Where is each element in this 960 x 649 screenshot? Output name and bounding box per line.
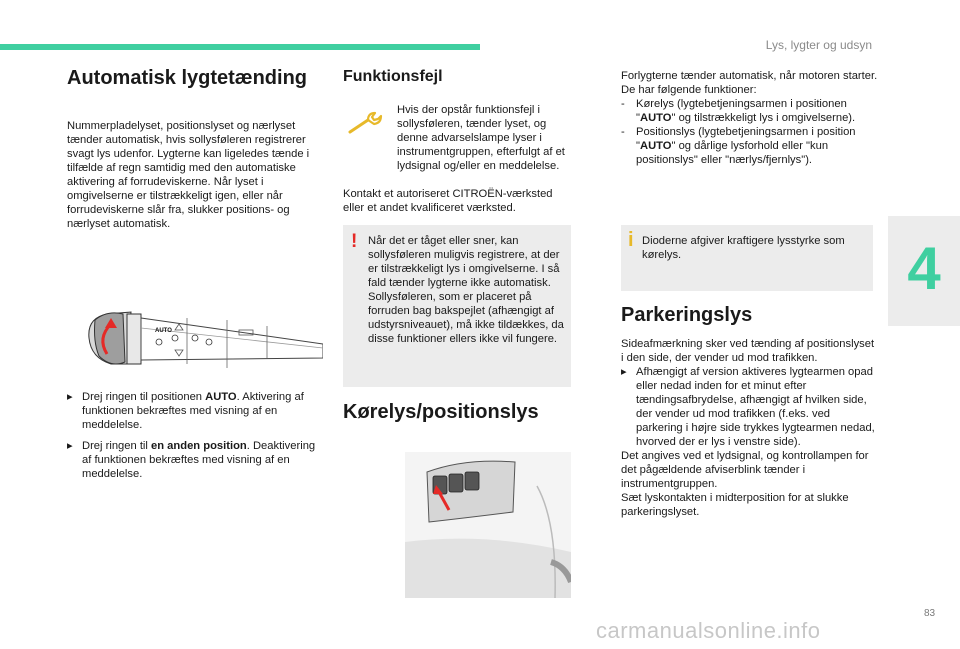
chapter-number: 4 — [907, 235, 941, 302]
daytime-lights-figure — [405, 452, 571, 598]
fault-text: Hvis der opstår funktionsfejl i sollysføleren, tænder lyset, og denne advarselslampe lyser i instrumentgruppen, efterfulgt af et lydsignal og/eller en meddelelse. — [397, 104, 565, 172]
fault-title: Funktionsfejl — [343, 68, 443, 85]
warning-exclamation-icon: ! — [351, 231, 358, 252]
info-text: Dioderne afgiver kraftigere lysstyrke som kørelys. — [642, 235, 845, 261]
daytime-item-running: - Kørelys (lygtebetjeningsarmen i positionen "AUTO" og tilstrækkeligt lys i omgivelserne). — [621, 98, 856, 124]
parking-outro-1: Det angives ved et lydsignal, og kontrollampen for det pågældende afviserblink tænder i instrumentgruppen. — [621, 450, 869, 490]
auto-lights-title: Automatisk lygtetænding — [67, 67, 308, 89]
daytime-item-position: - Positionslys (lygtebetjeningsarmen i position "AUTO" og dårlige lysforhold eller "kun positionslys" eller "nærlys/fjernlys"). — [621, 126, 856, 166]
bullet-marker-icon: ▸ — [67, 391, 73, 403]
parking-lights-title: Parkeringslys — [621, 304, 753, 326]
bullet-other-position: ▸ Drej ringen til en anden position. Deaktivering af funktionen bekræftes med visning af en meddelelse. — [67, 440, 316, 480]
wrench-icon — [346, 110, 386, 136]
daytime-intro-line-2: De har følgende funktioner: — [621, 84, 757, 96]
daytime-lights-title: Kørelys/positionslys — [343, 401, 539, 423]
parking-outro-2: Sæt lyskontakten i midterposition for at slukke parkeringslyset. — [621, 492, 849, 518]
top-accent-bar — [0, 44, 480, 50]
dashboard-switch-illustration — [405, 452, 571, 598]
auto-lights-intro-text: Nummerpladelyset, positionslyset og nærlyset tænder automatisk, hvis sollysføleren registrerer svagt lys udenfor. Lygterne kan ligeledes tænde i tilfælde af regn samtidig med den automatiske aktivering af forrudeviskerne. Når lyset i omgivelserne er tilstrækkeligt igen, eller når forrudeviskerne slår fra, slukker positions- og nærlyset automatisk. — [67, 120, 310, 230]
info-icon: i — [628, 229, 634, 251]
light-stalk-figure — [67, 298, 323, 380]
daytime-lights-intro — [621, 69, 879, 167]
section-header: Lys, lygter og udsyn — [765, 38, 872, 52]
bullet-marker-icon: ▸ — [621, 366, 627, 378]
bullet-auto: ▸ Drej ringen til positionen AUTO. Aktivering af funktionen bekræftes med visning af en meddelelse. — [67, 391, 304, 431]
stalk-auto-label: AUTO — [155, 328, 172, 334]
watermark: carmanualsonline.info — [596, 618, 821, 643]
bullet-marker-icon: ▸ — [67, 440, 73, 452]
parking-bullet: ▸ Afhængigt af version aktiveres lygtearmen opad eller nedad inden for et minut efter tændingsafbrydelse, afhængigt af hvilken side, der vender ud mod trafikken (f.eks. ved parkering i højre side trykkes lygtearmen nedad, hvorved der er lys i venstre side). — [621, 366, 875, 448]
page-number: 83 — [924, 608, 936, 619]
auto-lights-intro — [67, 119, 321, 231]
contact-text: Kontakt et autoriseret CITROËN-værksted eller et andet kvalificeret værksted. — [343, 188, 553, 214]
parking-intro: Sideafmærkning sker ved tænding af positionslyset i den side, der vender ud mod trafikken. — [621, 338, 875, 364]
auto-lights-bullets — [67, 390, 323, 481]
light-stalk-illustration — [67, 298, 323, 380]
warning-text: Når det er tåget eller sner, kan sollysføleren muligvis registrere, at der er tilstrækkeligt lys i omgivelserne. I så fald tænder lygterne ikke automatisk. Sollysføleren, som er placeret på forruden bag bakspejlet (afhængigt af udstyrsniveauet), må ikke tildækkes, da disse funktioner ellers ikke vil fungere. — [368, 235, 564, 345]
daytime-intro-line-1: Forlygterne tænder automatisk, når motoren starter. — [621, 70, 878, 82]
parking-lights-body — [621, 337, 879, 519]
